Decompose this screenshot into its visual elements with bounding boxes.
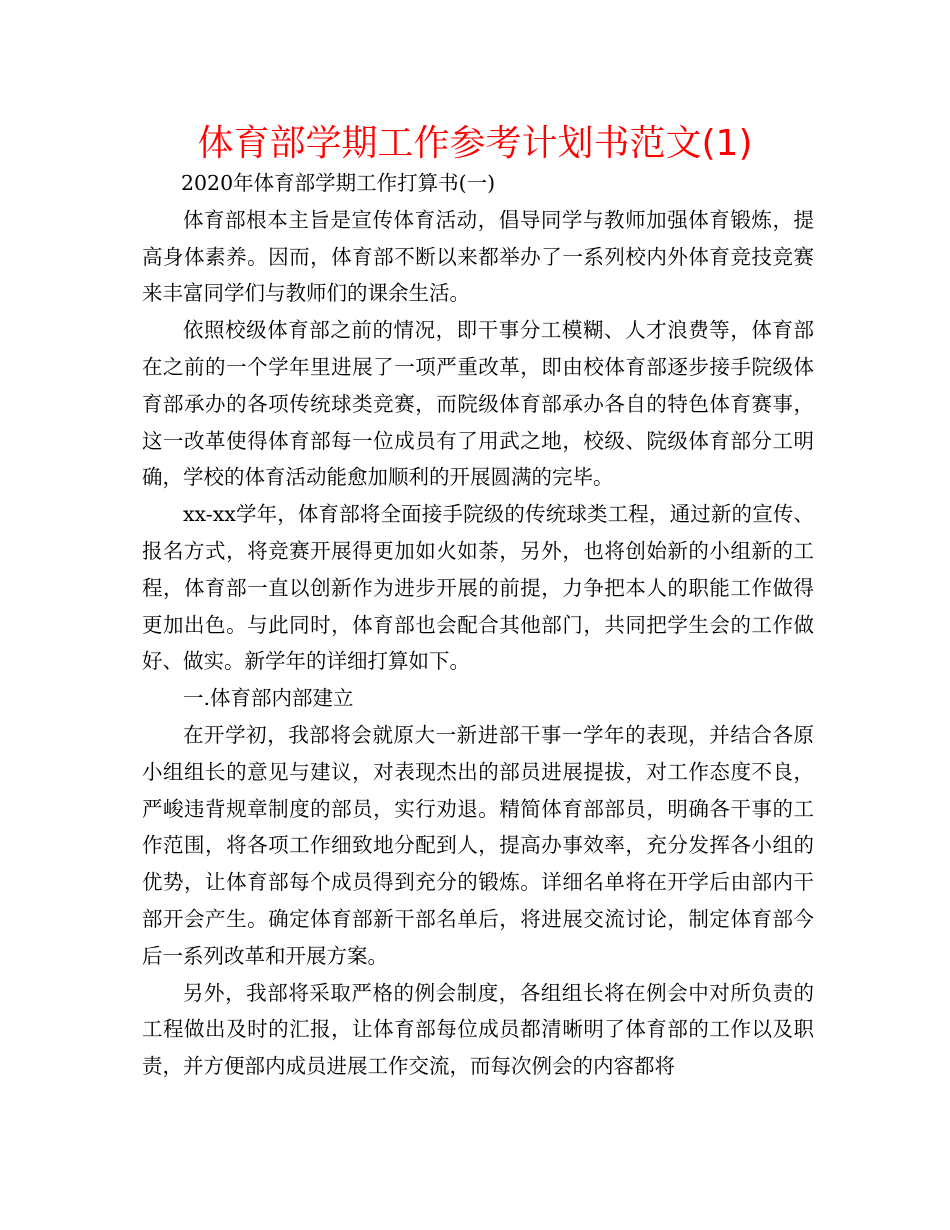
paragraph-reform: 依照校级体育部之前的情况，即干事分工模糊、人才浪费等，体育部在之前的一个学年里进展了一项严重改革，即由校体育部逐步接手院级体育部承办的各项传统球类竞赛，而院级体育部承办各自的特色体育赛事，这一改革使得体育部每一位成员有了用武之地，校级、院级体育部分工明确，学校的体育活动能愈加顺利的开展圆满的完毕。 [142,318,814,490]
paragraph-purpose: 体育部根本主旨是宣传体育活动，倡导同学与教师加强体育锻炼，提高身体素养。因而，体育部不断以来都举办了一系列校内外体育竞技竞赛来丰富同学们与教师们的课余生活。 [142,207,814,306]
document-title: 体育部学期工作参考计划书范文(1) [197,123,753,164]
paragraph-meetings: 另外，我部将采取严格的例会制度，各组组长将在例会中对所负责的工程做出及时的汇报，让体育部每位成员都清晰明了体育部的工作以及职责，并方便部内成员进展工作交流，而每次例会的内容都将 [142,980,814,1079]
document-subtitle: 2020年体育部学期工作打算书(一) [180,171,496,195]
paragraph-new-year-plan: xx-xx学年，体育部将全面接手院级的传统球类工程，通过新的宣传、报名方式，将竞赛开展得更加如火如荼，另外，也将创始新的小组新的工程，体育部一直以创新作为进步开展的前提，力争把本人的职能工作做得更加出色。与此同时，体育部也会配合其他部门，共同把学生会的工作做好、做实。新学年的详细打算如下。 [142,502,814,674]
document-body [142,165,814,1085]
paragraph-staffing: 在开学初，我部将会就原大一新进部干事一学年的表现，并结合各原小组组长的意见与建议，对表现杰出的部员进展提拔，对工作态度不良，严峻违背规章制度的部员，实行劝退。精简体育部部员，明确各干事的工作范围，将各项工作细致地分配到人，提高办事效率，充分发挥各小组的优势，让体育部每个成员得到充分的锻炼。详细名单将在开学后由部内干部开会产生。确定体育部新干部名单后，将进展交流讨论，制定体育部今后一系列改革和开展方案。 [142,722,814,968]
section-heading-internal: 一.体育部内部建立 [183,686,354,711]
